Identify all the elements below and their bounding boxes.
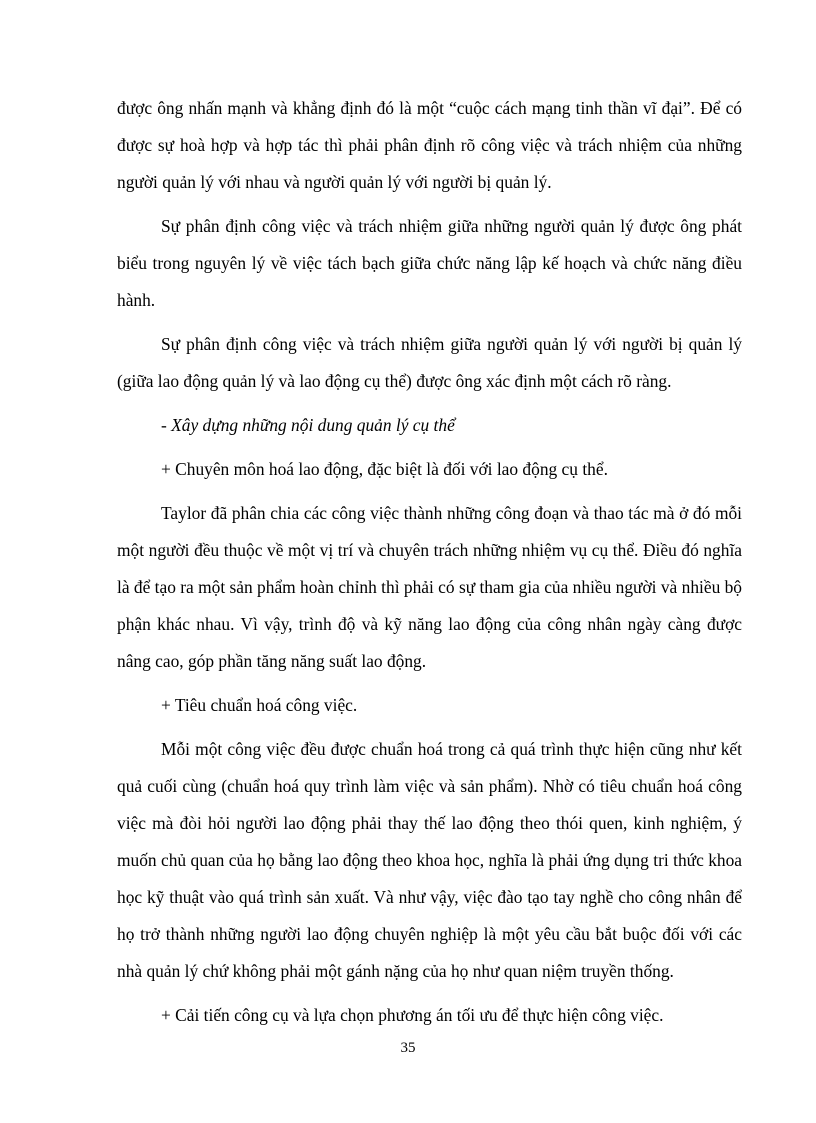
paragraph-standardization-detail: Mỗi một công việc đều được chuẩn hoá trong cả quá trình thực hiện cũng như kết quả cuối cùng (chuẩn hoá quy trình làm việc và sản phẩm). Nhờ có tiêu chuẩn hoá công việc mà đòi hỏi người lao động phải thay thế lao động theo thói quen, kinh nghiệm, ý muốn chủ quan của họ bằng lao động theo khoa học, nghĩa là phải ứng dụng tri thức khoa học kỹ thuật vào quá trình sản xuất. Và như vậy, việc đào tạo tay nghề cho công nhân để họ trở thành những người lao động chuyên nghiệp là một yêu cầu bắt buộc đối với các nhà quản lý chứ không phải một gánh nặng của họ như quan niệm truyền thống. bbox=[117, 739, 742, 981]
bullet-work-standardization: + Tiêu chuẩn hoá công việc. bbox=[161, 695, 358, 715]
paragraph-manager-worker-division: Sự phân định công việc và trách nhiệm giữa người quản lý với người bị quản lý (giữa lao động quản lý và lao động cụ thể) được ông xác định một cách rõ ràng. bbox=[117, 334, 742, 391]
paragraph-continuation: được ông nhấn mạnh và khẳng định đó là một “cuộc cách mạng tinh thần vĩ đại”. Để có được sự hoà hợp và hợp tác thì phải phân định rõ công việc và trách nhiệm của những người quản lý với nhau và người quản lý với người bị quản lý. bbox=[117, 98, 742, 192]
paragraph-taylor-division: Taylor đã phân chia các công việc thành những công đoạn và thao tác mà ở đó mỗi một người đều thuộc về một vị trí và chuyên trách những nhiệm vụ cụ thể. Điều đó nghĩa là để tạo ra một sản phẩm hoàn chỉnh thì phải có sự tham gia của nhiều người và nhiều bộ phận khác nhau. Vì vậy, trình độ và kỹ năng lao động của công nhân ngày càng được nâng cao, góp phần tăng năng suất lao động. bbox=[117, 503, 742, 671]
paragraph-management-division: Sự phân định công việc và trách nhiệm giữa những người quản lý được ông phát biểu trong nguyên lý về việc tách bạch giữa chức năng lập kế hoạch và chức năng điều hành. bbox=[117, 216, 742, 310]
section-heading-management-content: - Xây dựng những nội dung quản lý cụ thể bbox=[161, 415, 455, 435]
page-body bbox=[117, 90, 742, 1041]
bullet-tool-improvement: + Cải tiến công cụ và lựa chọn phương án tối ưu để thực hiện công việc. bbox=[161, 1005, 664, 1025]
bullet-labor-specialization: + Chuyên môn hoá lao động, đặc biệt là đối với lao động cụ thể. bbox=[161, 459, 608, 479]
page-number: 35 bbox=[400, 1040, 416, 1056]
